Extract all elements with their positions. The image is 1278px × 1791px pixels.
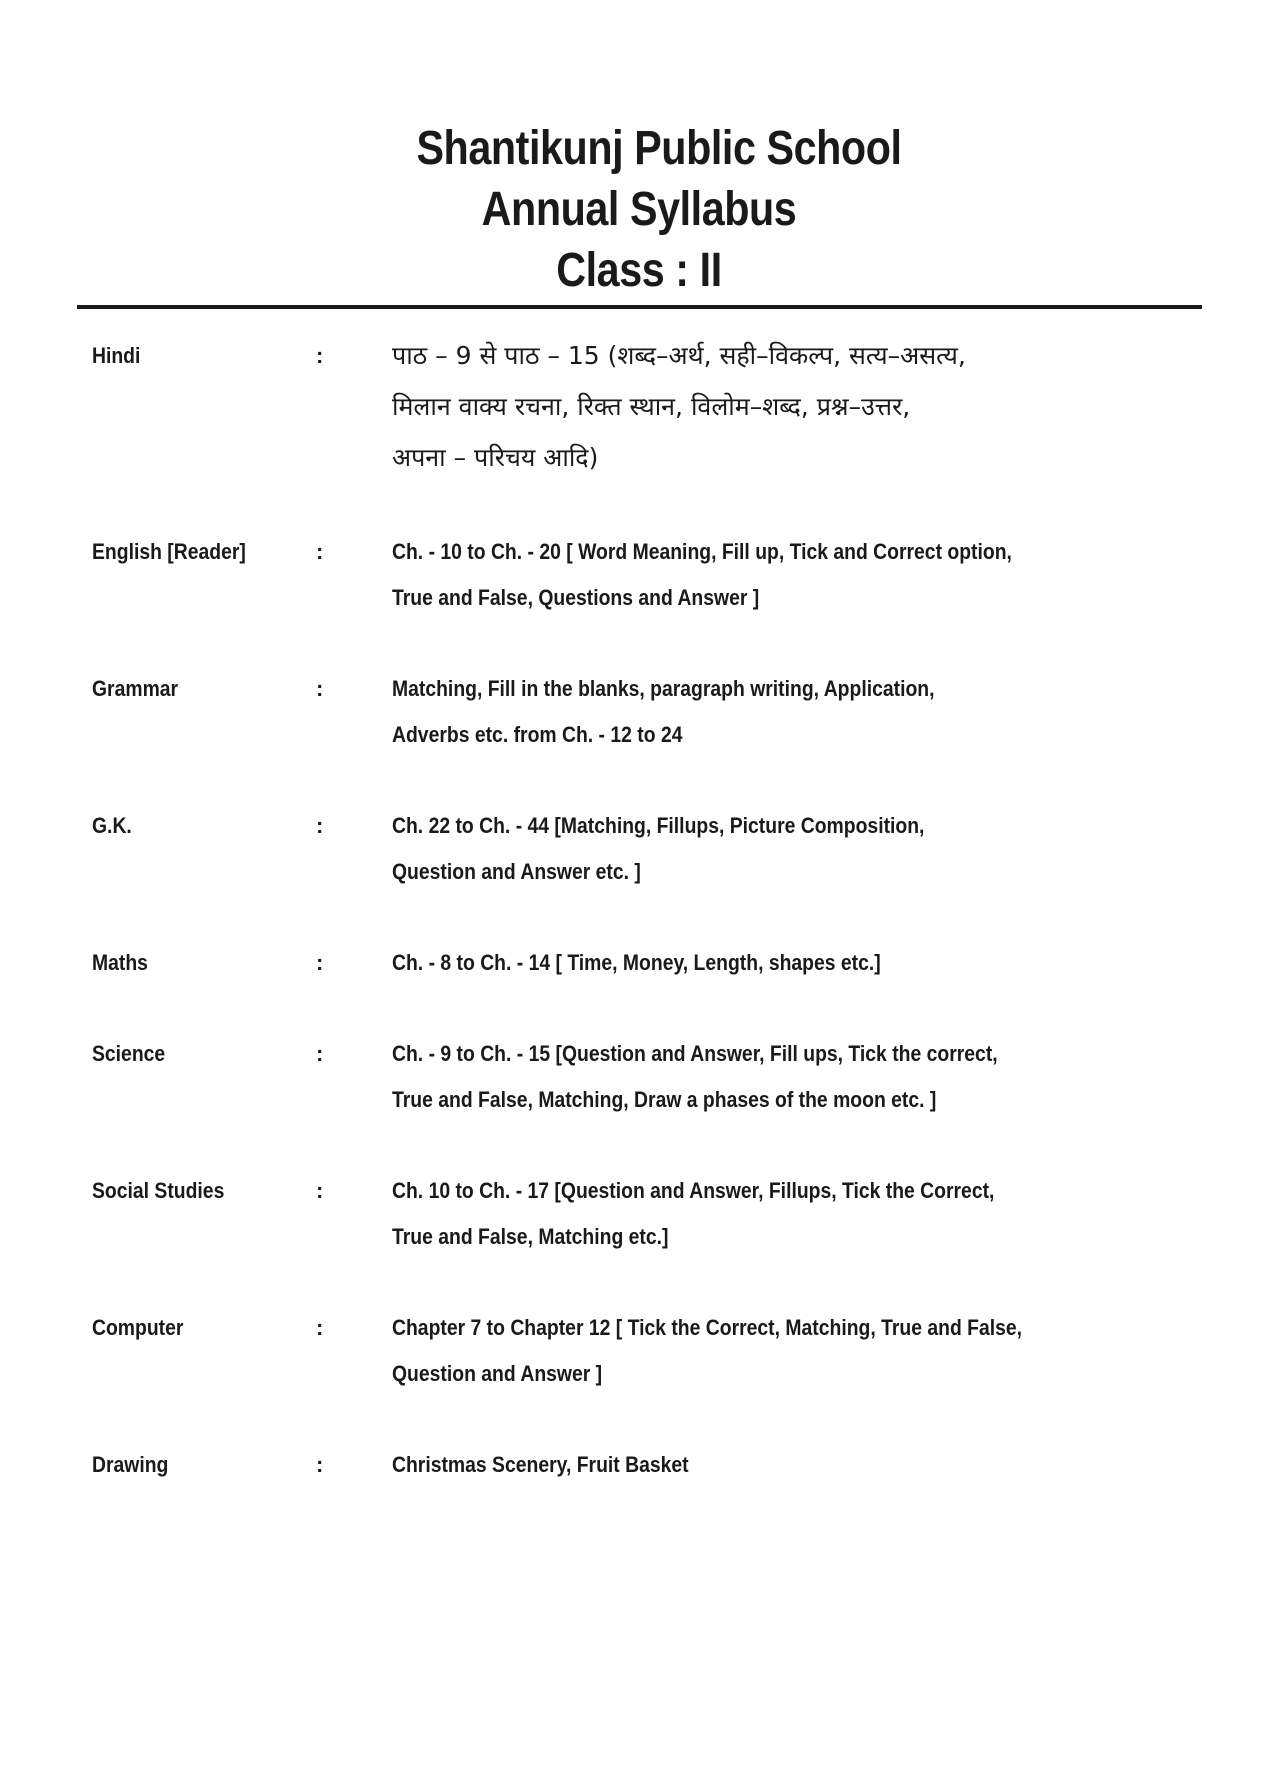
subject-label: Maths [92, 950, 148, 975]
subject-description [392, 1168, 1212, 1260]
description-line: Question and Answer etc. ] [392, 859, 641, 884]
separator: : [316, 950, 324, 975]
description-line: Ch. - 9 to Ch. - 15 [Question and Answer, Fill ups, Tick the correct, [392, 1041, 998, 1066]
description-line: Chapter 7 to Chapter 12 [ Tick the Correct, Matching, True and False, [392, 1315, 1023, 1340]
header-divider [77, 305, 1202, 309]
subject-label: Computer [92, 1315, 184, 1340]
subject-description [392, 666, 1212, 758]
description-line: Ch. - 10 to Ch. - 20 [ Word Meaning, Fill up, Tick and Correct option, [392, 539, 1012, 564]
document-header [0, 118, 1278, 301]
description-line: Ch. 10 to Ch. - 17 [Question and Answer, Fillups, Tick the Correct, [392, 1178, 995, 1203]
school-name: Shantikunj Public School [416, 122, 902, 175]
separator: : [316, 676, 324, 701]
description-line: Ch. 22 to Ch. - 44 [Matching, Fillups, Picture Composition, [392, 813, 925, 838]
description-line: True and False, Matching etc.] [392, 1224, 669, 1249]
description-line: True and False, Questions and Answer ] [392, 585, 760, 610]
subject-label: English [Reader] [92, 539, 246, 564]
subject-description [392, 1305, 1212, 1397]
document-title: Annual Syllabus [481, 183, 797, 236]
separator: : [316, 539, 324, 564]
description-line: Matching, Fill in the blanks, paragraph writing, Application, [392, 676, 935, 701]
description-line: Ch. - 8 to Ch. - 14 [ Time, Money, Length, shapes etc.] [392, 950, 881, 975]
description-line: Adverbs etc. from Ch. - 12 to 24 [392, 722, 683, 747]
separator: : [316, 813, 324, 838]
separator: : [316, 1315, 324, 1340]
subject-description [392, 529, 1212, 621]
description-line: मिलान वाक्य रचना, रिक्त स्थान, विलोम–शब्द, प्रश्न–उत्तर, [392, 392, 911, 421]
subject-description [392, 803, 1212, 895]
subject-label: Drawing [92, 1452, 169, 1477]
subject-description [392, 940, 1212, 986]
separator: : [316, 343, 324, 368]
description-line: Christmas Scenery, Fruit Basket [392, 1452, 689, 1477]
subject-description [392, 1031, 1212, 1123]
class-label: Class : II [556, 244, 722, 297]
description-line: Question and Answer ] [392, 1361, 603, 1386]
subject-description [392, 330, 1212, 483]
subject-label: Hindi [92, 343, 141, 368]
subject-label: Science [92, 1041, 166, 1066]
separator: : [316, 1452, 324, 1477]
separator: : [316, 1178, 324, 1203]
subject-label: Grammar [92, 676, 179, 701]
separator: : [316, 1041, 324, 1066]
subject-label: Social Studies [92, 1178, 225, 1203]
description-line: अपना – परिचय आदि) [392, 443, 599, 472]
subject-description [392, 1442, 1212, 1488]
description-line: पाठ – 9 से पाठ – 15 (शब्द–अर्थ, सही–विकल्प, सत्य–असत्य, [392, 341, 966, 370]
description-line: True and False, Matching, Draw a phases of the moon etc. ] [392, 1087, 937, 1112]
subject-label: G.K. [92, 813, 132, 838]
